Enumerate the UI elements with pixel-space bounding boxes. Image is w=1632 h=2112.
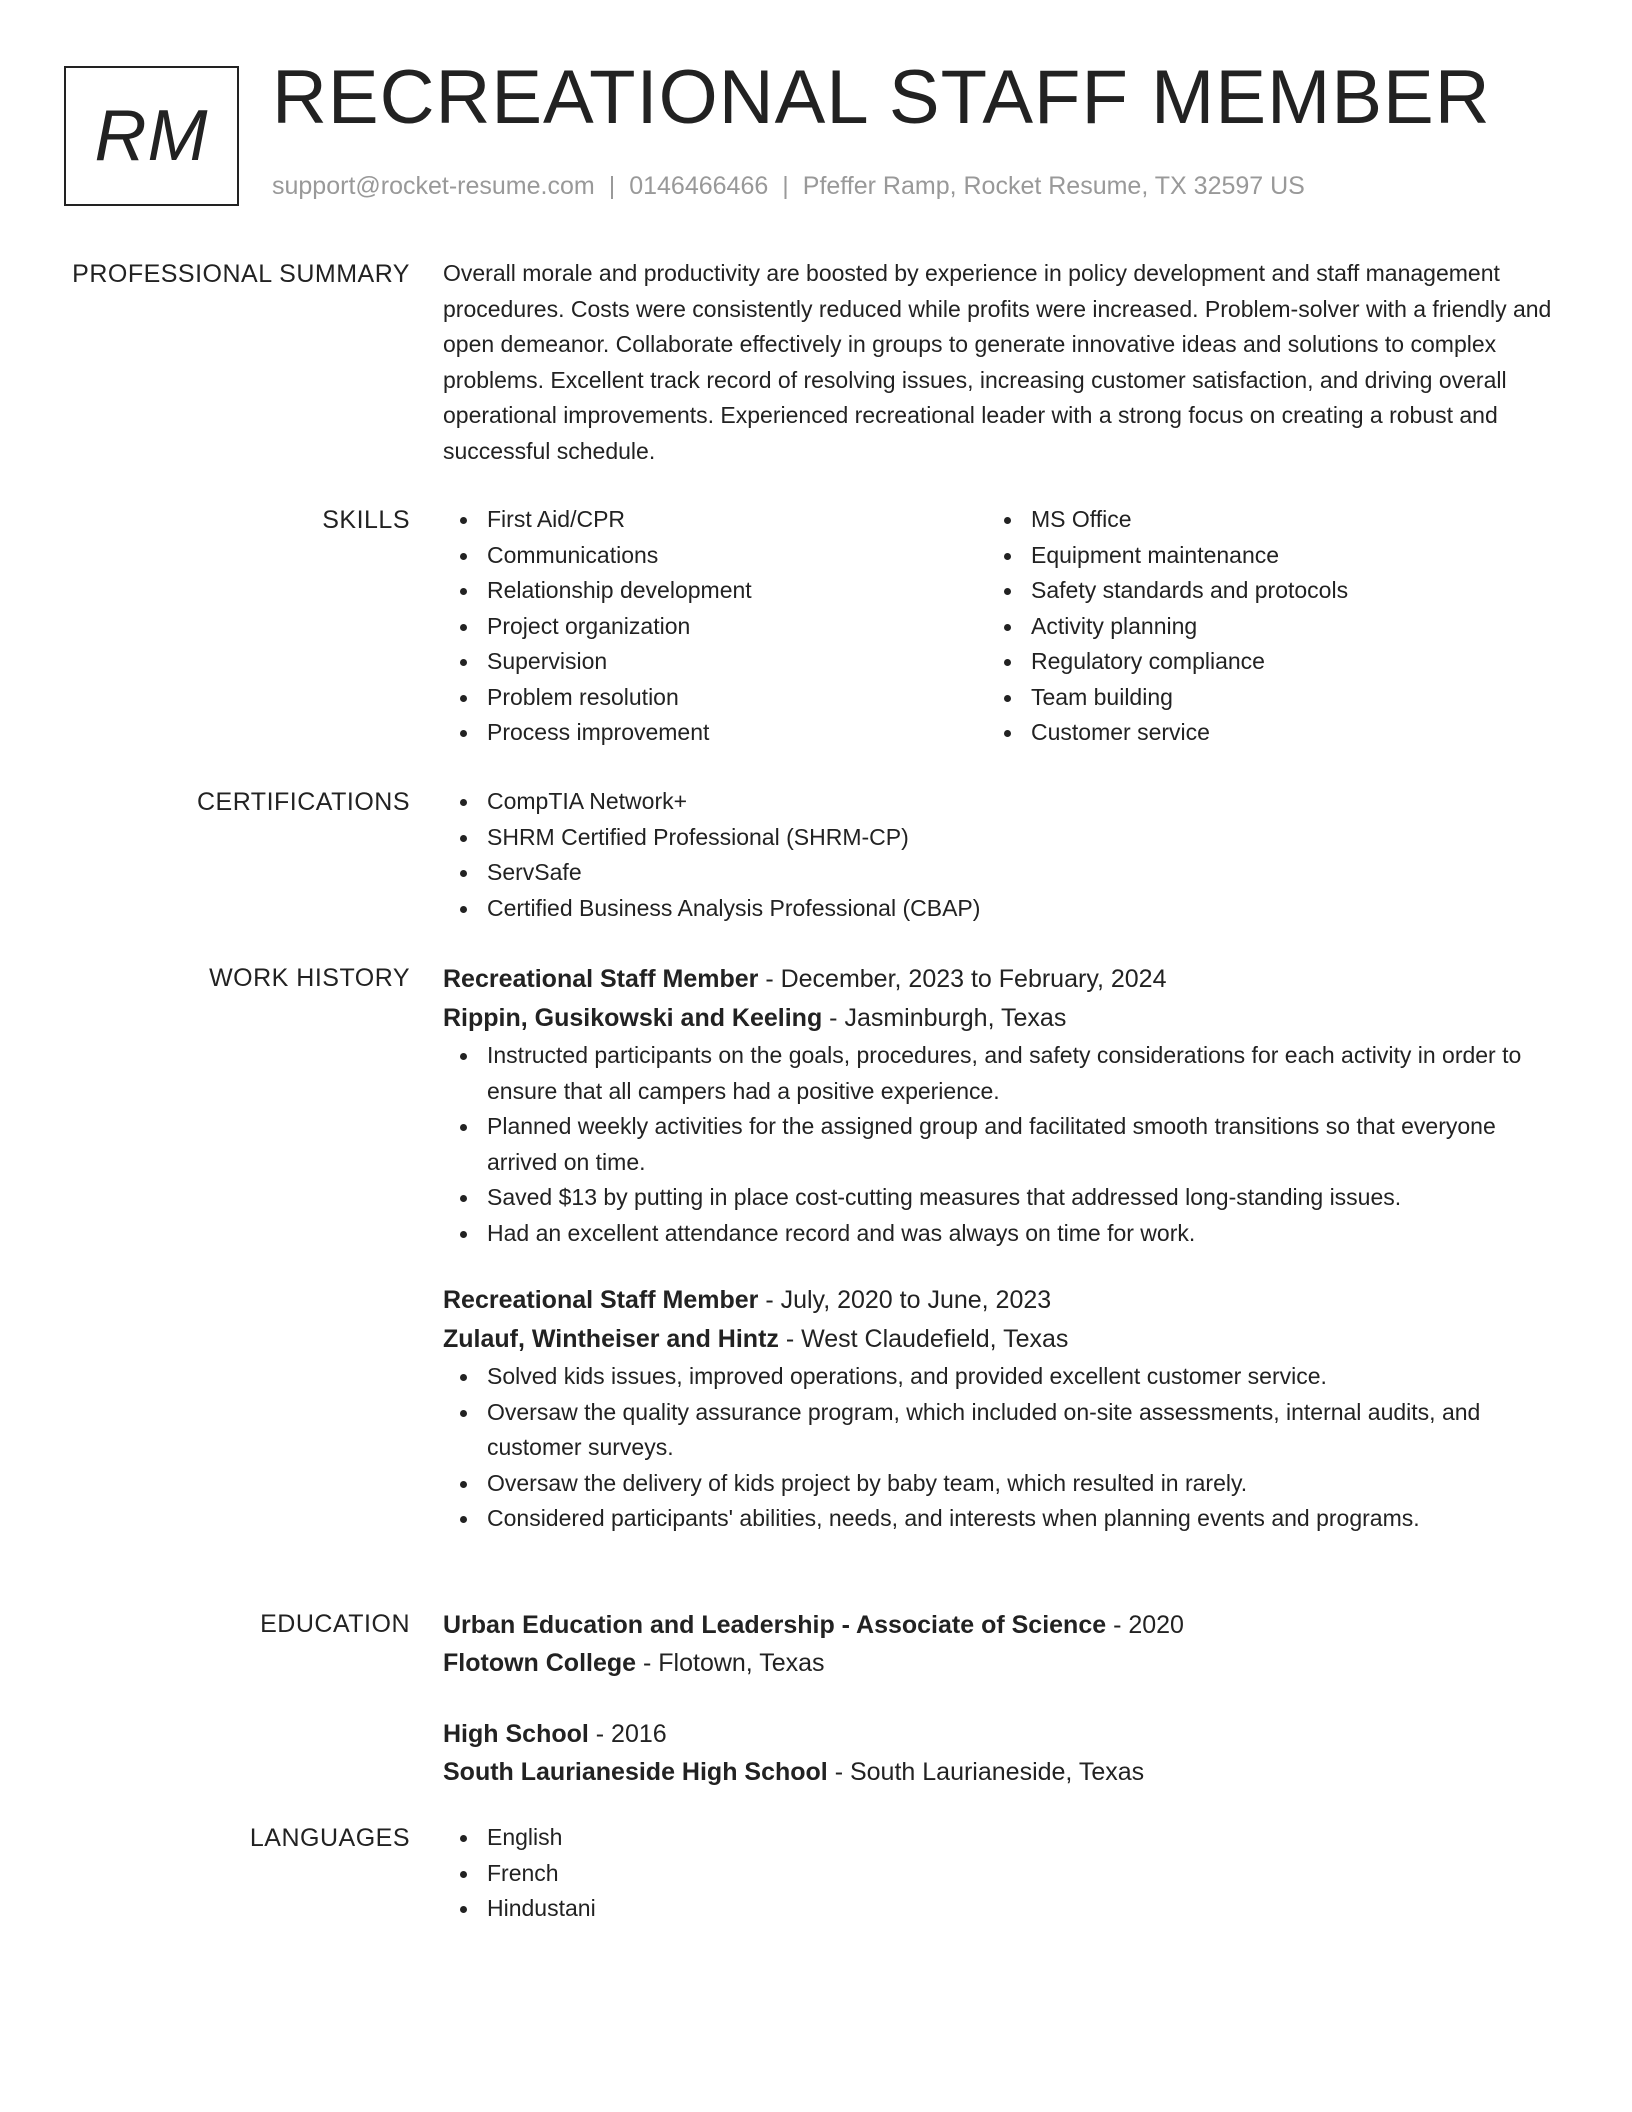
job-entry xyxy=(443,1281,1563,1537)
job-duty: Had an excellent attendance record and was always on time for work. xyxy=(443,1216,1563,1252)
education-entry xyxy=(443,1606,1563,1682)
contact-phone: 0146466466 xyxy=(629,172,769,200)
skill-item: First Aid/CPR xyxy=(443,502,987,538)
job-duties-list xyxy=(443,1038,1563,1251)
job-title-line xyxy=(443,1281,1563,1320)
language-item: French xyxy=(443,1856,1563,1892)
contact-separator: | xyxy=(782,172,789,200)
certification-item: SHRM Certified Professional (SHRM-CP) xyxy=(443,820,1563,856)
work-body xyxy=(443,960,1563,1537)
skill-item: Supervision xyxy=(443,644,987,680)
initials-monogram: RM xyxy=(64,66,239,206)
skills-list-right xyxy=(987,502,1531,751)
education-year: - 2020 xyxy=(1106,1611,1184,1639)
job-company-line xyxy=(443,999,1563,1038)
certifications-body xyxy=(443,784,1563,926)
section-title-education: EDUCATION xyxy=(260,1610,410,1638)
job-duty: Instructed participants on the goals, procedures, and safety considerations for each activity in order to ensure that all campers had a positive experience. xyxy=(443,1038,1563,1109)
job-duty: Considered participants' abilities, needs, and interests when planning events and programs. xyxy=(443,1501,1563,1537)
job-company-line xyxy=(443,1320,1563,1359)
summary-body xyxy=(443,256,1563,469)
language-item: English xyxy=(443,1820,1563,1856)
education-location: - Flotown, Texas xyxy=(636,1649,825,1677)
skills-list-left xyxy=(443,502,987,751)
job-location: - West Claudefield, Texas xyxy=(778,1325,1069,1353)
job-duty: Planned weekly activities for the assigned group and facilitated smooth transitions so that everyone arrived on time. xyxy=(443,1109,1563,1180)
candidate-name: RECREATIONAL STAFF MEMBER xyxy=(272,55,1491,140)
languages-body xyxy=(443,1820,1563,1927)
skill-item: Activity planning xyxy=(987,609,1531,645)
education-degree-line xyxy=(443,1606,1563,1644)
job-title-line xyxy=(443,960,1563,999)
job-duty: Saved $13 by putting in place cost-cutting measures that addressed long-standing issues. xyxy=(443,1180,1563,1216)
contact-line xyxy=(272,172,1305,201)
certification-item: Certified Business Analysis Professional (CBAP) xyxy=(443,891,1563,927)
education-degree: High School xyxy=(443,1720,589,1748)
section-title-certifications: CERTIFICATIONS xyxy=(196,788,410,816)
job-role: Recreational Staff Member xyxy=(443,1286,759,1314)
job-duty: Solved kids issues, improved operations, and provided excellent customer service. xyxy=(443,1359,1563,1395)
education-school: South Laurianeside High School xyxy=(443,1758,828,1786)
education-school: Flotown College xyxy=(443,1649,637,1677)
education-body xyxy=(443,1606,1563,1791)
skill-item: Project organization xyxy=(443,609,987,645)
job-duties-list xyxy=(443,1359,1563,1537)
contact-address: Pfeffer Ramp, Rocket Resume, TX 32597 US xyxy=(802,172,1305,200)
section-title-summary: PROFESSIONAL SUMMARY xyxy=(72,260,410,288)
skill-item: Regulatory compliance xyxy=(987,644,1531,680)
summary-text: Overall morale and productivity are boosted by experience in policy development and staff management procedures. Costs were consistently reduced while profits were increased. Problem-solver with a friendly and open demeanor. Collaborate effectively in groups to generate innovative ideas and solutions to complex problems. Excellent track record of resolving issues, increasing customer satisfaction, and driving overall operational improvements. Experienced recreational leader with a strong focus on creating a robust and successful schedule. xyxy=(443,260,1552,464)
section-title-languages: LANGUAGES xyxy=(249,1824,410,1852)
certifications-list xyxy=(443,784,1563,926)
education-degree-line xyxy=(443,1715,1563,1753)
skill-item: Equipment maintenance xyxy=(987,538,1531,574)
job-entry xyxy=(443,960,1563,1251)
job-role: Recreational Staff Member xyxy=(443,965,759,993)
education-entry xyxy=(443,1715,1563,1791)
skill-item: Process improvement xyxy=(443,715,987,751)
skill-item: Relationship development xyxy=(443,573,987,609)
skill-item: Customer service xyxy=(987,715,1531,751)
contact-separator: | xyxy=(608,172,616,200)
job-dates: - July, 2020 to June, 2023 xyxy=(758,1286,1052,1314)
skill-item: MS Office xyxy=(987,502,1531,538)
education-degree: Urban Education and Leadership - Associate of Science xyxy=(443,1611,1107,1639)
skill-item: Team building xyxy=(987,680,1531,716)
languages-list xyxy=(443,1820,1563,1927)
job-duty: Oversaw the delivery of kids project by baby team, which resulted in rarely. xyxy=(443,1466,1563,1502)
job-company: Rippin, Gusikowski and Keeling xyxy=(443,1004,823,1032)
education-year: - 2016 xyxy=(588,1720,667,1748)
skill-item: Communications xyxy=(443,538,987,574)
job-location: - Jasminburgh, Texas xyxy=(822,1004,1067,1032)
certification-item: CompTIA Network+ xyxy=(443,784,1563,820)
education-school-line xyxy=(443,1644,1563,1682)
skill-item: Problem resolution xyxy=(443,680,987,716)
certification-item: ServSafe xyxy=(443,855,1563,891)
skills-body xyxy=(443,502,1563,751)
contact-email: support@rocket-resume.com xyxy=(272,172,595,200)
section-title-work: WORK HISTORY xyxy=(209,964,410,992)
job-company: Zulauf, Wintheiser and Hintz xyxy=(443,1325,779,1353)
language-item: Hindustani xyxy=(443,1891,1563,1927)
job-duty: Oversaw the quality assurance program, which included on-site assessments, internal audits, and customer surveys. xyxy=(443,1395,1563,1466)
education-school-line xyxy=(443,1753,1563,1791)
skill-item: Safety standards and protocols xyxy=(987,573,1531,609)
education-location: - South Laurianeside, Texas xyxy=(827,1758,1145,1786)
section-title-skills: SKILLS xyxy=(322,506,410,534)
job-dates: - December, 2023 to February, 2024 xyxy=(758,965,1167,993)
